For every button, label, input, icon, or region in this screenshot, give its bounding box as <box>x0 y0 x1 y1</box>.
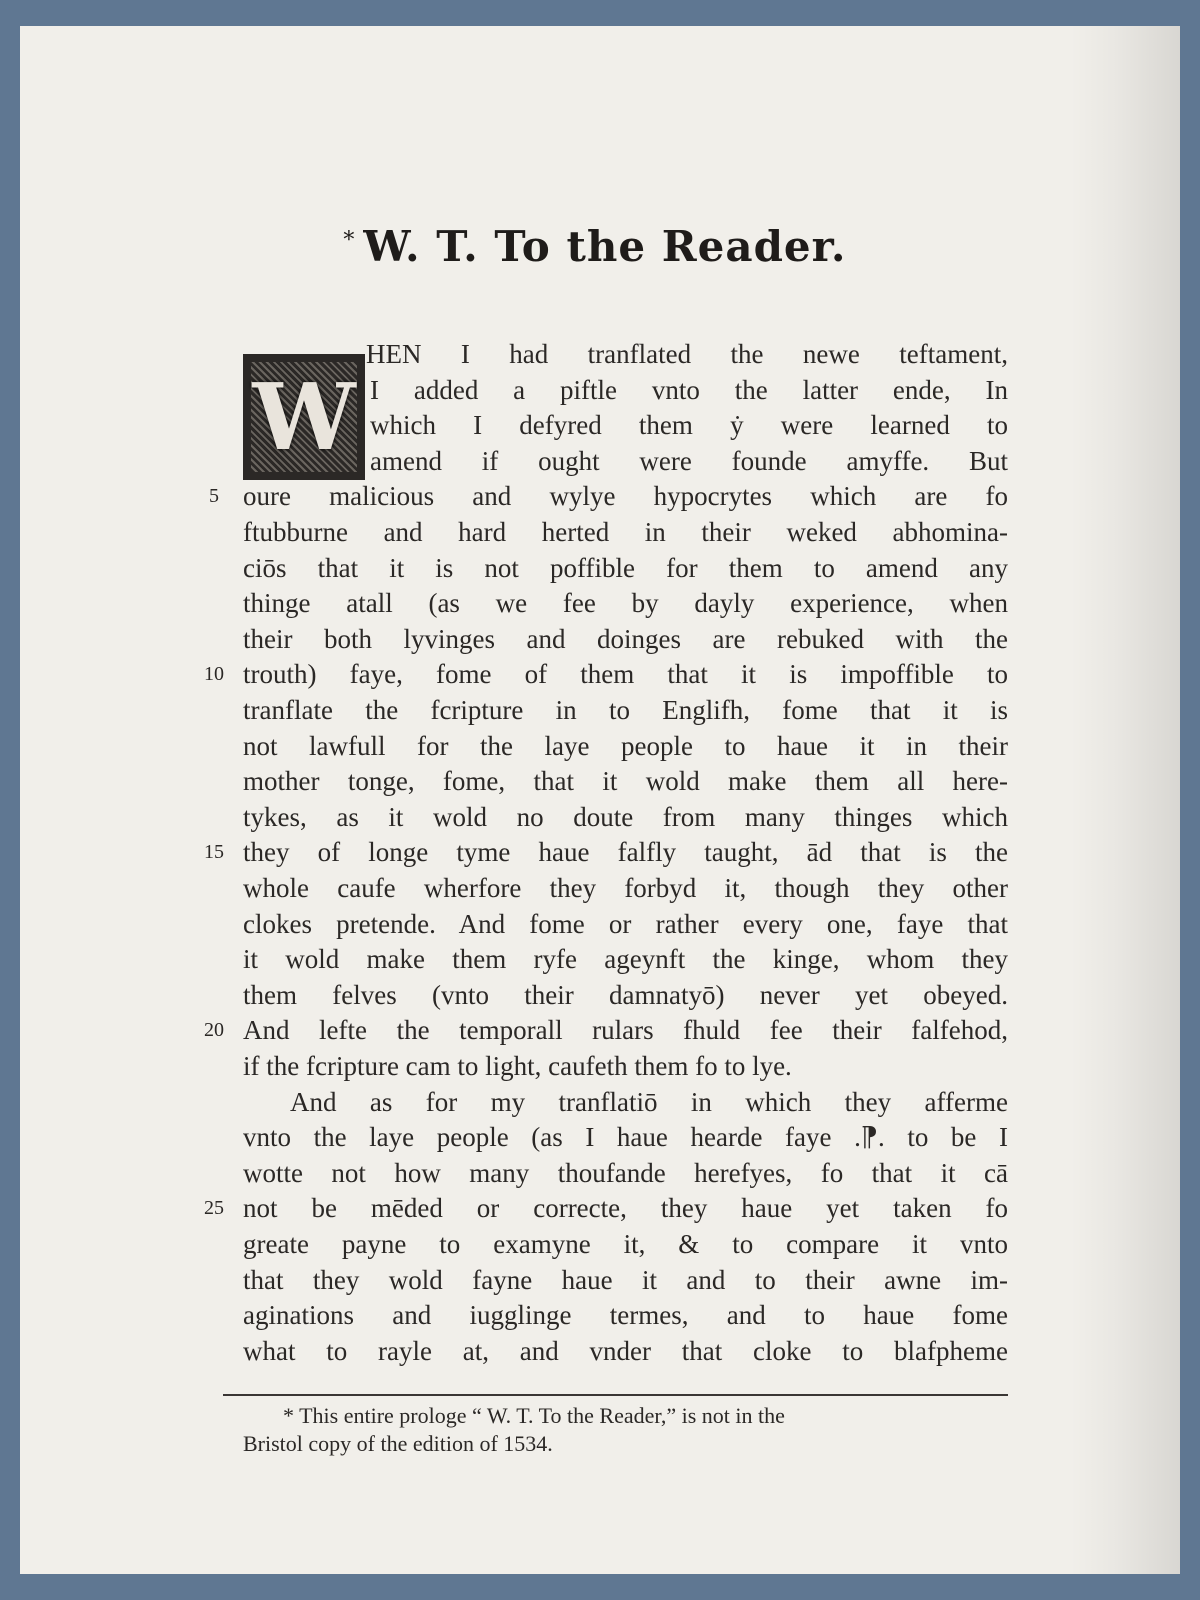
text-line: their both lyvinges and doinges are rebuked with the <box>243 623 1008 654</box>
text-line: that they wold fayne haue it and to their awne im- <box>243 1264 1008 1295</box>
text-line: ftubburne and hard herted in their weked abhomina- <box>243 517 1008 547</box>
text-line: not lawfull for the laye people to haue it in their <box>243 730 1008 761</box>
page-spine-shadow <box>1070 26 1180 1574</box>
line-number: 15 <box>204 841 224 864</box>
text-line: they of longe tyme haue falfly taught, ād that is the <box>243 837 1008 868</box>
drop-cap-letter: W <box>252 363 356 471</box>
text-line: And as for my tranflatiō in which they afferme <box>290 1086 1008 1117</box>
book-page-photo <box>20 26 1180 1574</box>
text-line: tykes, as it wold no doute from many thinges which <box>243 801 1008 832</box>
text-line: vnto the laye people (as I haue hearde faye .⁋. to be I <box>243 1122 1008 1153</box>
text-line: And lefte the temporall rulars fhuld fee their falfehod, <box>243 1015 1008 1046</box>
text-line: I added a piftle vnto the latter ende, In <box>370 374 1008 405</box>
text-line: oure malicious and wylye hypocrytes which are fo <box>243 481 1008 512</box>
text-line: ciōs that it is not poffible for them to amend any <box>243 552 1008 583</box>
text-line: trouth) faye, fome of them that it is impoffible to <box>243 659 1008 690</box>
text-line: greate payne to examyne it, & to compare it vnto <box>243 1229 1008 1259</box>
footnote-line-2: Bristol copy of the edition of 1534. <box>243 1431 553 1456</box>
text-line: mother tonge, fome, that it wold make them all here- <box>243 766 1008 797</box>
text-line: it wold make them ryfe ageynft the kinge, whom they <box>243 944 1008 975</box>
title-text: W. T. To the Reader. <box>363 222 847 271</box>
line-number: 10 <box>204 663 224 686</box>
line-number: 20 <box>204 1019 224 1042</box>
text-line: amend if ought were founde amyffe. But <box>370 445 1008 476</box>
text-line: whole caufe wherfore they forbyd it, though they other <box>243 873 1008 903</box>
text-line: clokes pretende. And fome or rather every one, faye that <box>243 908 1008 939</box>
text-line: tranflate the fcripture in to Englifh, fome that it is <box>243 695 1008 725</box>
drop-cap-ornament <box>243 354 365 480</box>
footnote-marker: * <box>343 228 356 253</box>
text-line: wotte not how many thoufande herefyes, fo that it cā <box>243 1157 1008 1188</box>
footnote-rule <box>223 1394 1008 1396</box>
line-number: 25 <box>204 1197 224 1220</box>
text-line: if the fcripture cam to light, caufeth them fo to lye. <box>243 1051 792 1081</box>
line-number: 5 <box>209 485 219 508</box>
text-line: not be mēded or correcte, they haue yet taken fo <box>243 1193 1008 1224</box>
text-line: what to rayle at, and vnder that cloke to blafpheme <box>243 1335 1008 1366</box>
footnote-line-1: * This entire prologe “ W. T. To the Reader,” is not in the <box>283 1403 785 1428</box>
text-line: aginations and iugglinge termes, and to haue fome <box>243 1300 1008 1331</box>
text-line: thinge atall (as we fee by dayly experience, when <box>243 588 1008 619</box>
page-title <box>180 222 1010 271</box>
text-line: them felves (vnto their damnatyō) never yet obeyed. <box>243 979 1008 1010</box>
text-line: which I defyred them ẏ were learned to <box>370 410 1008 441</box>
text-line: HEN I had tranflated the newe teftament, <box>366 339 1008 369</box>
